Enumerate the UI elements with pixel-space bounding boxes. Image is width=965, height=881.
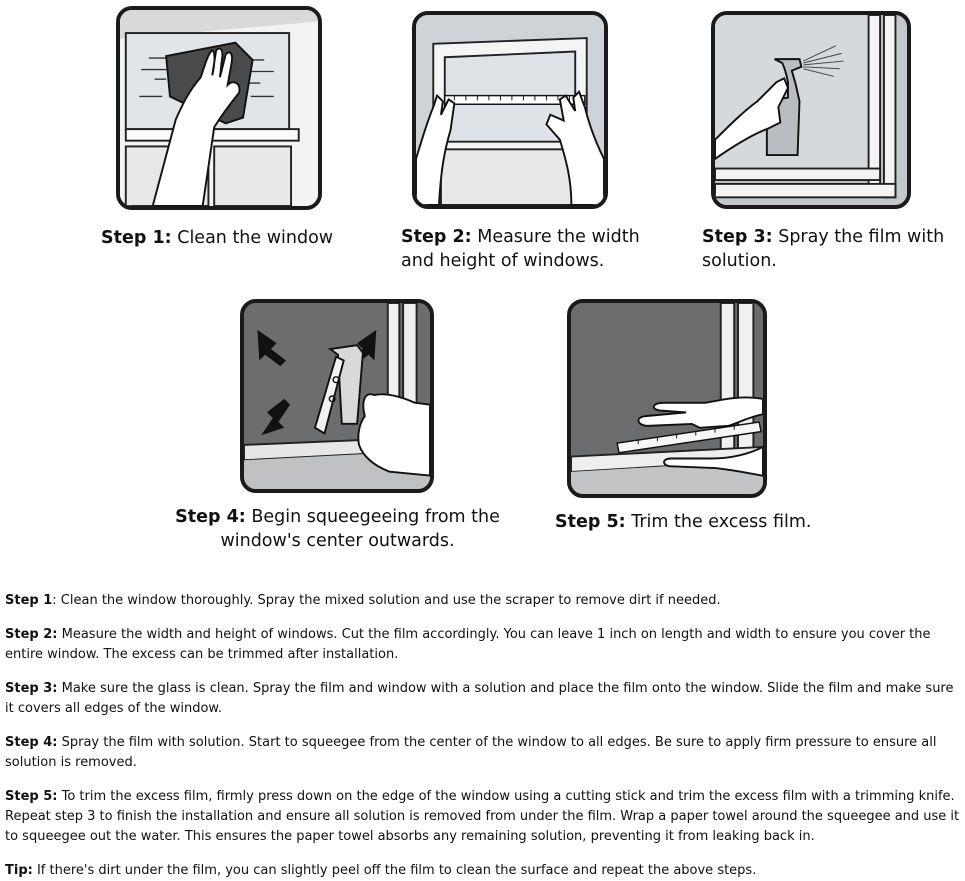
step-text: Clean the window xyxy=(177,228,334,248)
step-text: Trim the excess film. xyxy=(631,512,812,532)
instruction-text: If there's dirt under the film, you can slightly peel off the film to clean the surface and repeat the above steps. xyxy=(32,863,757,878)
squeegee-icon xyxy=(244,303,430,489)
instruction-label: Step 1 xyxy=(5,593,53,608)
step-2-caption xyxy=(401,225,671,273)
step-text: Begin squeegeeing from the window's center outwards. xyxy=(220,507,500,551)
instruction-step-1 xyxy=(5,591,965,611)
step-label: Step 4: xyxy=(175,507,246,527)
step-label: Step 3: xyxy=(702,227,773,247)
instruction-text: Make sure the glass is clean. Spray the film and window with a solution and place the film onto the window. Slide the film and make sure it covers all edges of the window. xyxy=(5,681,954,716)
step-5-illustration xyxy=(567,299,767,498)
step-4-caption xyxy=(165,505,510,553)
instruction-text: Spray the film with solution. Start to squeegee from the center of the window to all edges. Be sure to apply firm pressure to ensure all solution is removed. xyxy=(5,735,937,770)
step-label: Step 1: xyxy=(101,228,172,248)
instruction-step-4 xyxy=(5,733,965,773)
step-2-illustration xyxy=(412,11,608,209)
tape-measure-icon xyxy=(416,15,604,205)
spray-bottle-icon xyxy=(715,15,907,205)
step-1-caption xyxy=(101,226,361,250)
instruction-step-3 xyxy=(5,679,960,719)
instruction-label: Step 4: xyxy=(5,735,58,750)
instruction-label: Step 2: xyxy=(5,627,58,642)
instruction-step-2 xyxy=(5,625,960,665)
trim-film-icon xyxy=(571,303,763,494)
step-3-illustration xyxy=(711,11,911,209)
step-label: Step 5: xyxy=(555,512,626,532)
step-3-caption xyxy=(702,225,952,273)
instruction-text: : Clean the window thoroughly. Spray the mixed solution and use the scraper to remove dirt if needed. xyxy=(52,593,721,608)
step-text: Measure the width and height of windows. xyxy=(401,227,640,271)
instruction-label: Tip: xyxy=(5,863,33,878)
instruction-text: Measure the width and height of windows. Cut the film accordingly. You can leave 1 inch on length and width to ensure you cover the entire window. The excess can be trimmed after installation. xyxy=(5,627,931,662)
step-1-illustration xyxy=(116,6,322,210)
wiping-window-icon xyxy=(120,10,318,206)
step-text: Spray the film with solution. xyxy=(702,227,945,271)
instruction-label: Step 3: xyxy=(5,681,58,696)
instruction-tip xyxy=(5,861,965,881)
step-5-caption xyxy=(555,510,855,534)
step-4-illustration xyxy=(240,299,434,493)
instruction-text: To trim the excess film, firmly press down on the edge of the window using a cutting stick and trim the excess film with a trimming knife. Repeat step 3 to finish the installation and ensure all solution is removed from under the film. Wrap a paper towel around the squeegee and use it to squeegee out the water. This ensures the paper towel absorbs any remaining solution, preventing it from leaking back in. xyxy=(5,789,960,844)
step-label: Step 2: xyxy=(401,227,472,247)
instruction-label: Step 5: xyxy=(5,789,58,804)
instruction-step-5 xyxy=(5,787,965,847)
